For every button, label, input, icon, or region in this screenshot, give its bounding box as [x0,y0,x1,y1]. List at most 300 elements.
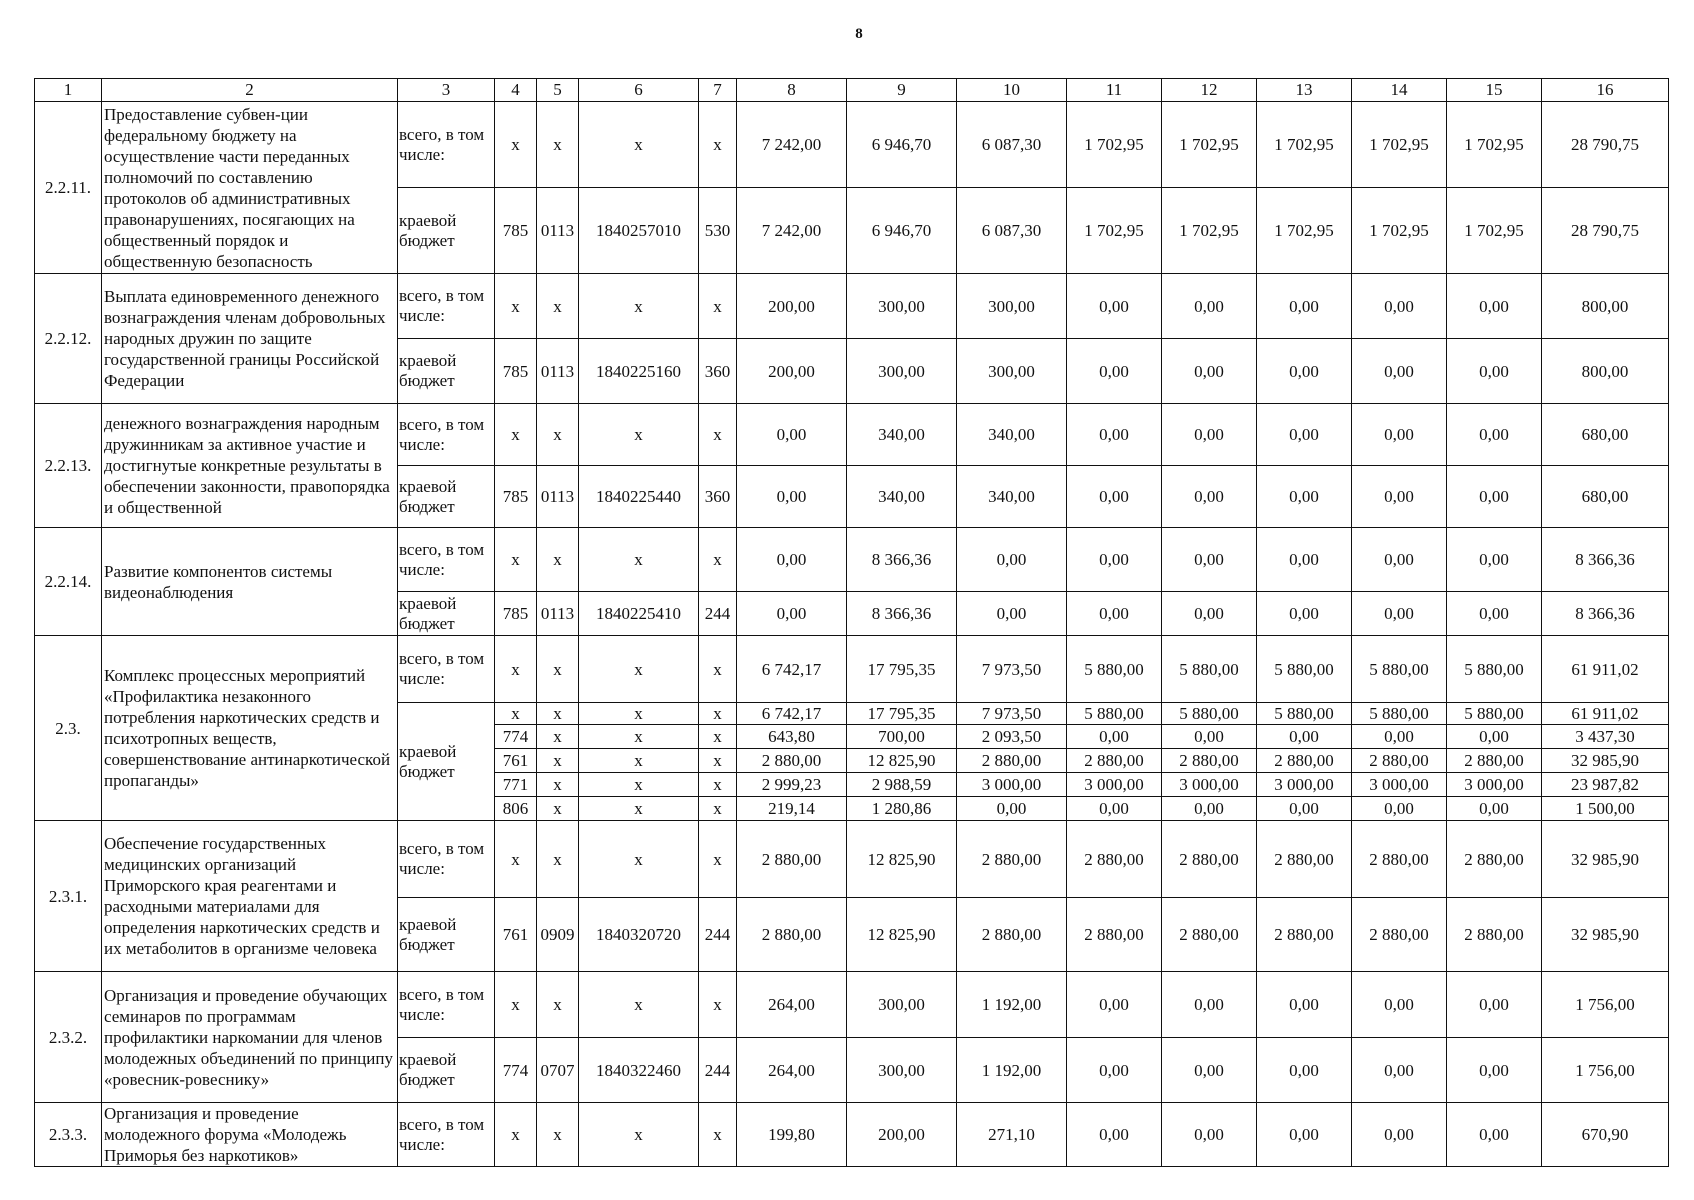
value-cell: 2 880,00 [1257,898,1352,972]
value-cell: 0,00 [1352,1038,1447,1103]
source-regional: краевой бюджет [398,188,495,274]
value-cell: 28 790,75 [1542,102,1669,188]
code-cell: x [495,972,537,1038]
value-cell: 800,00 [1542,274,1669,339]
table-row [35,274,1669,339]
value-cell: 300,00 [847,274,957,339]
source-total: всего, в том числе: [398,636,495,703]
value-cell: 0,00 [1067,1103,1162,1167]
code-cell: 0113 [537,188,579,274]
value-cell: 7 242,00 [737,102,847,188]
value-cell: 3 000,00 [1352,773,1447,797]
value-cell: 300,00 [957,274,1067,339]
column-header: 12 [1162,79,1257,102]
value-cell: 0,00 [1162,1103,1257,1167]
value-cell: 0,00 [1447,972,1542,1038]
value-cell: 0,00 [1067,1038,1162,1103]
value-cell: 5 880,00 [1257,703,1352,725]
value-cell: 5 880,00 [1352,636,1447,703]
value-cell: 0,00 [1352,466,1447,528]
code-cell: 0113 [537,466,579,528]
code-cell: 774 [495,725,537,749]
value-cell: 2 880,00 [1162,821,1257,898]
value-cell: 199,80 [737,1103,847,1167]
source-regional: краевой бюджет [398,1038,495,1103]
value-cell: 0,00 [957,797,1067,821]
value-cell: 1 702,95 [1162,102,1257,188]
value-cell: 680,00 [1542,466,1669,528]
value-cell: 300,00 [847,1038,957,1103]
table-row [35,821,1669,898]
code-cell: x [537,725,579,749]
code-cell: x [699,821,737,898]
value-cell: 8 366,36 [847,528,957,592]
value-cell: 3 000,00 [1447,773,1542,797]
value-cell: 0,00 [1257,274,1352,339]
value-cell: 0,00 [737,592,847,636]
code-cell: x [579,749,699,773]
value-cell: 1 702,95 [1352,102,1447,188]
value-cell: 1 280,86 [847,797,957,821]
value-cell: 0,00 [737,466,847,528]
code-cell: 0113 [537,339,579,404]
value-cell: 3 000,00 [1067,773,1162,797]
value-cell: 0,00 [1447,528,1542,592]
code-cell: 244 [699,592,737,636]
source-regional: краевой бюджет [398,592,495,636]
value-cell: 0,00 [1257,528,1352,592]
code-cell: x [579,972,699,1038]
code-cell: x [699,703,737,725]
value-cell: 1 702,95 [1447,188,1542,274]
value-cell: 0,00 [1257,1103,1352,1167]
value-cell: 0,00 [1257,466,1352,528]
value-cell: 0,00 [1352,404,1447,466]
source-total: всего, в том числе: [398,1103,495,1167]
value-cell: 5 880,00 [1447,703,1542,725]
value-cell: 3 000,00 [1162,773,1257,797]
value-cell: 0,00 [1162,466,1257,528]
value-cell: 300,00 [847,972,957,1038]
code-cell: x [699,797,737,821]
value-cell: 2 880,00 [1352,821,1447,898]
item-number: 2.2.13. [35,404,102,528]
source-total: всего, в том числе: [398,274,495,339]
code-cell: 1840225410 [579,592,699,636]
code-cell: x [579,725,699,749]
code-cell: x [579,274,699,339]
value-cell: 200,00 [737,339,847,404]
value-cell: 1 702,95 [1352,188,1447,274]
item-name: Комплекс процессных мероприятий «Профилактика незаконного потребления наркотических средств и психотропных веществ, совершенствование антинаркотической пропаганды» [102,636,398,821]
value-cell: 6 946,70 [847,102,957,188]
value-cell: 12 825,90 [847,821,957,898]
column-header: 9 [847,79,957,102]
code-cell: x [699,1103,737,1167]
value-cell: 2 880,00 [1162,898,1257,972]
value-cell: 1 756,00 [1542,1038,1669,1103]
value-cell: 12 825,90 [847,898,957,972]
value-cell: 2 880,00 [737,821,847,898]
value-cell: 1 192,00 [957,1038,1067,1103]
value-cell: 0,00 [1067,592,1162,636]
item-name: Предоставление субвен-ции федеральному бюджету на осуществление части переданных полномочий по составлению протоколов об административных правонарушениях, посягающих на общественный порядок и общественную безопасность [102,102,398,274]
value-cell: 2 999,23 [737,773,847,797]
code-cell: 771 [495,773,537,797]
value-cell: 6 087,30 [957,102,1067,188]
table-row [35,528,1669,592]
value-cell: 0,00 [1352,592,1447,636]
code-cell: x [495,1103,537,1167]
value-cell: 0,00 [1447,274,1542,339]
item-name: Выплата единовременного денежного вознаграждения членам добровольных народных дружин по защите государственной границы Российской Федерации [102,274,398,404]
value-cell: 2 880,00 [1257,749,1352,773]
item-number: 2.2.12. [35,274,102,404]
value-cell: 0,00 [737,528,847,592]
value-cell: 200,00 [847,1103,957,1167]
code-cell: x [579,773,699,797]
code-cell: x [699,102,737,188]
code-cell: x [699,725,737,749]
code-cell: x [495,703,537,725]
code-cell: 785 [495,339,537,404]
code-cell: x [537,1103,579,1167]
value-cell: 0,00 [1257,972,1352,1038]
value-cell: 7 973,50 [957,703,1067,725]
code-cell: 0113 [537,592,579,636]
value-cell: 2 093,50 [957,725,1067,749]
item-name: денежного вознаграждения народным дружинникам за активное участие и достигнутые конкретные результаты в обеспечении законности, правопорядка и общественной [102,404,398,528]
value-cell: 300,00 [847,339,957,404]
value-cell: 12 825,90 [847,749,957,773]
value-cell: 670,90 [1542,1103,1669,1167]
value-cell: 0,00 [1352,972,1447,1038]
code-cell: x [495,274,537,339]
value-cell: 2 880,00 [1257,821,1352,898]
item-name: Организация и проведение молодежного форума «Молодежь Приморья без наркотиков» [102,1103,398,1167]
value-cell: 8 366,36 [1542,528,1669,592]
value-cell: 0,00 [1257,1038,1352,1103]
code-cell: 806 [495,797,537,821]
value-cell: 3 000,00 [1257,773,1352,797]
code-cell: x [699,404,737,466]
item-number: 2.2.14. [35,528,102,636]
value-cell: 0,00 [1162,528,1257,592]
source-regional: краевой бюджет [398,898,495,972]
code-cell: x [699,773,737,797]
code-cell: 774 [495,1038,537,1103]
value-cell: 0,00 [1447,725,1542,749]
code-cell: 1840225440 [579,466,699,528]
code-cell: 0707 [537,1038,579,1103]
column-header: 11 [1067,79,1162,102]
value-cell: 28 790,75 [1542,188,1669,274]
value-cell: 23 987,82 [1542,773,1669,797]
value-cell: 340,00 [847,466,957,528]
code-cell: x [579,102,699,188]
value-cell: 0,00 [1067,725,1162,749]
code-cell: x [495,528,537,592]
code-cell: 0909 [537,898,579,972]
value-cell: 5 880,00 [1352,703,1447,725]
table-row [35,636,1669,703]
code-cell: x [537,703,579,725]
value-cell: 0,00 [1162,592,1257,636]
value-cell: 61 911,02 [1542,703,1669,725]
value-cell: 0,00 [957,528,1067,592]
item-number: 2.3.3. [35,1103,102,1167]
code-cell: x [495,636,537,703]
code-cell: x [579,821,699,898]
code-cell: x [495,821,537,898]
value-cell: 6 742,17 [737,703,847,725]
code-cell: 1840320720 [579,898,699,972]
value-cell: 32 985,90 [1542,898,1669,972]
value-cell: 0,00 [1447,339,1542,404]
value-cell: 5 880,00 [1257,636,1352,703]
code-cell: x [699,636,737,703]
value-cell: 5 880,00 [1162,636,1257,703]
item-name: Организация и проведение обучающих семинаров по программам профилактики наркомании для членов молодежных объединений по принципу «ровесник-ровеснику» [102,972,398,1103]
value-cell: 0,00 [1162,1038,1257,1103]
column-header: 16 [1542,79,1669,102]
value-cell: 300,00 [957,339,1067,404]
item-number: 2.2.11. [35,102,102,274]
value-cell: 32 985,90 [1542,749,1669,773]
value-cell: 0,00 [1067,466,1162,528]
value-cell: 0,00 [1447,404,1542,466]
value-cell: 264,00 [737,1038,847,1103]
value-cell: 264,00 [737,972,847,1038]
value-cell: 6 742,17 [737,636,847,703]
value-cell: 0,00 [1352,725,1447,749]
value-cell: 32 985,90 [1542,821,1669,898]
item-number: 2.3.2. [35,972,102,1103]
value-cell: 2 880,00 [957,898,1067,972]
value-cell: 6 946,70 [847,188,957,274]
value-cell: 0,00 [1067,528,1162,592]
value-cell: 2 880,00 [1067,749,1162,773]
code-cell: x [699,528,737,592]
value-cell: 0,00 [1447,592,1542,636]
code-cell: 785 [495,592,537,636]
value-cell: 0,00 [1162,972,1257,1038]
column-header: 8 [737,79,847,102]
value-cell: 0,00 [1162,404,1257,466]
code-cell: 785 [495,188,537,274]
code-cell: 530 [699,188,737,274]
value-cell: 1 702,95 [1257,102,1352,188]
column-header: 5 [537,79,579,102]
budget-table [34,78,1669,1167]
value-cell: 700,00 [847,725,957,749]
value-cell: 0,00 [1067,274,1162,339]
table-row [35,404,1669,466]
table-row [35,1103,1669,1167]
value-cell: 0,00 [1352,797,1447,821]
value-cell: 17 795,35 [847,703,957,725]
code-cell: x [579,636,699,703]
source-total: всего, в том числе: [398,528,495,592]
value-cell: 2 880,00 [737,749,847,773]
code-cell: x [537,102,579,188]
code-cell: 761 [495,749,537,773]
value-cell: 0,00 [1067,339,1162,404]
value-cell: 3 437,30 [1542,725,1669,749]
code-cell: 244 [699,1038,737,1103]
source-total: всего, в том числе: [398,102,495,188]
value-cell: 0,00 [1257,592,1352,636]
code-cell: 1840225160 [579,339,699,404]
value-cell: 1 702,95 [1067,102,1162,188]
code-cell: x [537,972,579,1038]
value-cell: 1 702,95 [1447,102,1542,188]
code-cell: x [537,749,579,773]
column-header: 3 [398,79,495,102]
value-cell: 0,00 [1352,274,1447,339]
code-cell: x [579,1103,699,1167]
item-number: 2.3.1. [35,821,102,972]
code-cell: x [495,404,537,466]
code-cell: 1840322460 [579,1038,699,1103]
value-cell: 3 000,00 [957,773,1067,797]
code-cell: 244 [699,898,737,972]
source-regional: краевой бюджет [398,339,495,404]
value-cell: 2 880,00 [1447,821,1542,898]
value-cell: 0,00 [1352,339,1447,404]
value-cell: 0,00 [1447,797,1542,821]
value-cell: 8 366,36 [1542,592,1669,636]
value-cell: 1 702,95 [1257,188,1352,274]
source-regional: краевой бюджет [398,703,495,821]
value-cell: 0,00 [737,404,847,466]
value-cell: 1 756,00 [1542,972,1669,1038]
value-cell: 1 192,00 [957,972,1067,1038]
code-cell: x [537,274,579,339]
value-cell: 2 880,00 [957,749,1067,773]
value-cell: 5 880,00 [1067,636,1162,703]
code-cell: x [537,636,579,703]
value-cell: 7 973,50 [957,636,1067,703]
code-cell: x [699,749,737,773]
table-row [35,972,1669,1038]
value-cell: 8 366,36 [847,592,957,636]
code-cell: x [699,972,737,1038]
value-cell: 0,00 [1352,1103,1447,1167]
code-cell: x [537,404,579,466]
value-cell: 5 880,00 [1447,636,1542,703]
value-cell: 2 880,00 [1447,749,1542,773]
value-cell: 0,00 [1257,797,1352,821]
column-header: 6 [579,79,699,102]
value-cell: 0,00 [1257,404,1352,466]
value-cell: 219,14 [737,797,847,821]
value-cell: 0,00 [1162,725,1257,749]
value-cell: 271,10 [957,1103,1067,1167]
code-cell: x [537,528,579,592]
source-total: всего, в том числе: [398,972,495,1038]
value-cell: 5 880,00 [1162,703,1257,725]
value-cell: 340,00 [847,404,957,466]
value-cell: 0,00 [1067,797,1162,821]
value-cell: 5 880,00 [1067,703,1162,725]
table-row [35,102,1669,188]
code-cell: x [579,797,699,821]
value-cell: 0,00 [957,592,1067,636]
column-header: 14 [1352,79,1447,102]
code-cell: 360 [699,466,737,528]
code-cell: x [537,821,579,898]
value-cell: 0,00 [1162,339,1257,404]
value-cell: 200,00 [737,274,847,339]
value-cell: 2 880,00 [1352,749,1447,773]
value-cell: 7 242,00 [737,188,847,274]
code-cell: 360 [699,339,737,404]
item-name: Развитие компонентов системы видеонаблюдения [102,528,398,636]
value-cell: 340,00 [957,466,1067,528]
code-cell: x [579,703,699,725]
column-header: 1 [35,79,102,102]
page-number: 8 [855,26,863,42]
value-cell: 0,00 [1447,466,1542,528]
column-header: 2 [102,79,398,102]
code-cell: 785 [495,466,537,528]
value-cell: 643,80 [737,725,847,749]
source-total: всего, в том числе: [398,404,495,466]
value-cell: 2 880,00 [957,821,1067,898]
value-cell: 680,00 [1542,404,1669,466]
code-cell: x [537,797,579,821]
value-cell: 0,00 [1257,725,1352,749]
value-cell: 6 087,30 [957,188,1067,274]
value-cell: 0,00 [1067,404,1162,466]
value-cell: 17 795,35 [847,636,957,703]
value-cell: 2 880,00 [1352,898,1447,972]
column-header: 13 [1257,79,1352,102]
value-cell: 2 880,00 [1447,898,1542,972]
value-cell: 2 880,00 [737,898,847,972]
column-header: 15 [1447,79,1542,102]
code-cell: x [699,274,737,339]
column-header: 10 [957,79,1067,102]
code-cell: x [579,404,699,466]
value-cell: 2 880,00 [1067,821,1162,898]
item-number: 2.3. [35,636,102,821]
source-total: всего, в том числе: [398,821,495,898]
value-cell: 0,00 [1162,274,1257,339]
column-header: 7 [699,79,737,102]
value-cell: 0,00 [1162,797,1257,821]
value-cell: 0,00 [1257,339,1352,404]
code-cell: x [579,528,699,592]
value-cell: 2 880,00 [1067,898,1162,972]
code-cell: 1840257010 [579,188,699,274]
value-cell: 0,00 [1067,972,1162,1038]
header-row [35,79,1669,102]
item-name: Обеспечение государственных медицинских организаций Приморского края реагентами и расходными материалами для определения наркотических средств и их метаболитов в организме человека [102,821,398,972]
column-header: 4 [495,79,537,102]
value-cell: 2 880,00 [1162,749,1257,773]
value-cell: 800,00 [1542,339,1669,404]
value-cell: 61 911,02 [1542,636,1669,703]
code-cell: x [537,773,579,797]
value-cell: 0,00 [1352,528,1447,592]
value-cell: 340,00 [957,404,1067,466]
value-cell: 2 988,59 [847,773,957,797]
value-cell: 1 702,95 [1162,188,1257,274]
value-cell: 1 500,00 [1542,797,1669,821]
value-cell: 0,00 [1447,1103,1542,1167]
